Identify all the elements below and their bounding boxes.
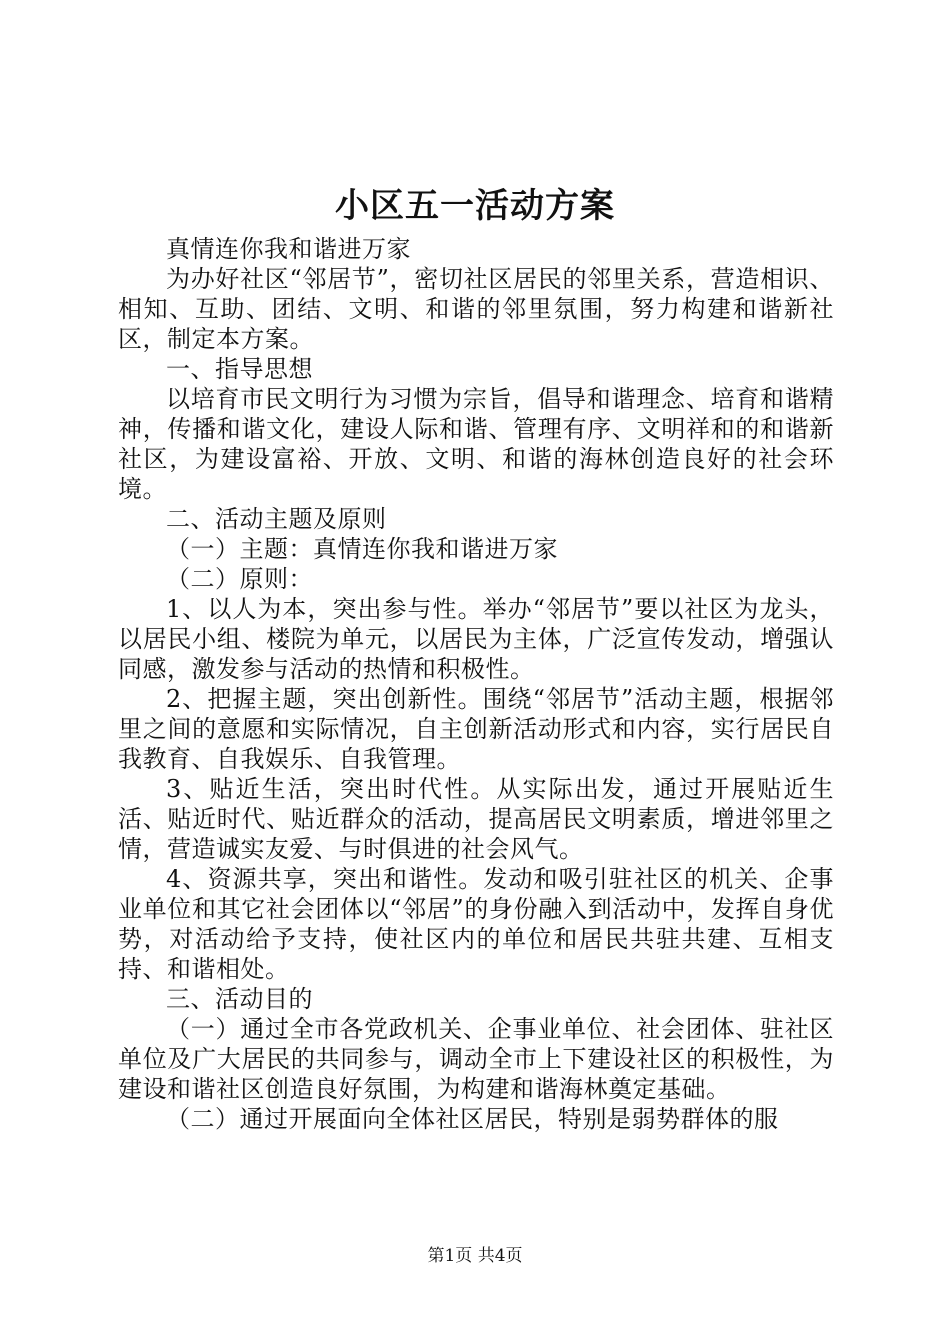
document-title: 小区五一活动方案 (335, 186, 615, 226)
paragraph-purpose-2: （二）通过开展面向全体社区居民，特别是弱势群体的服 (166, 1105, 779, 1133)
paragraph-principle-1: 1、以人为本，突出参与性。举办“邻居节”要以社区为龙头，以居民小组、楼院为单元，以居民为主体，广泛宣传发动，增强认同感，激发参与活动的热情和积极性。 (118, 595, 834, 683)
page-footer: 第1页 共4页 (427, 1246, 523, 1266)
paragraph-purpose-1: （一）通过全市各党政机关、企事业单位、社会团体、驻社区单位及广大居民的共同参与，调动全市上下建设社区的积极性，为建设和谐社区创造良好氛围，为构建和谐海林奠定基础。 (118, 1015, 834, 1103)
paragraph-principle-2: 2、把握主题，突出创新性。围绕“邻居节”活动主题，根据邻里之间的意愿和实际情况，自主创新活动形式和内容，实行居民自我教育、自我娱乐、自我管理。 (118, 685, 834, 773)
paragraph-theme: （一）主题：真情连你我和谐进万家 (166, 535, 558, 563)
section-heading-purpose: 三、活动目的 (166, 985, 313, 1013)
section-heading-guiding-thought: 一、指导思想 (166, 355, 313, 383)
document-body (118, 234, 834, 1134)
paragraph-intro: 为办好社区“邻居节”，密切社区居民的邻里关系，营造相识、相知、互助、团结、文明、和谐的邻里氛围，努力构建和谐新社区，制定本方案。 (118, 265, 834, 353)
paragraph-guiding-thought: 以培育市民文明行为习惯为宗旨，倡导和谐理念、培育和谐精神，传播和谐文化，建设人际和谐、管理有序、文明祥和的和谐新社区，为建设富裕、开放、文明、和谐的海林创造良好的社会环境。 (118, 385, 834, 503)
paragraph-principles-heading: （二）原则： (166, 565, 313, 593)
paragraph-subtitle: 真情连你我和谐进万家 (166, 235, 411, 263)
section-heading-theme-principles: 二、活动主题及原则 (166, 505, 387, 533)
paragraph-principle-4: 4、资源共享，突出和谐性。发动和吸引驻社区的机关、企事业单位和其它社会团体以“邻居”的身份融入到活动中，发挥自身优势，对活动给予支持，使社区内的单位和居民共驻共建、互相支持、和谐相处。 (118, 865, 834, 983)
paragraph-principle-3: 3、贴近生活，突出时代性。从实际出发，通过开展贴近生活、贴近时代、贴近群众的活动，提高居民文明素质，增进邻里之情，营造诚实友爱、与时俱进的社会风气。 (118, 775, 834, 863)
